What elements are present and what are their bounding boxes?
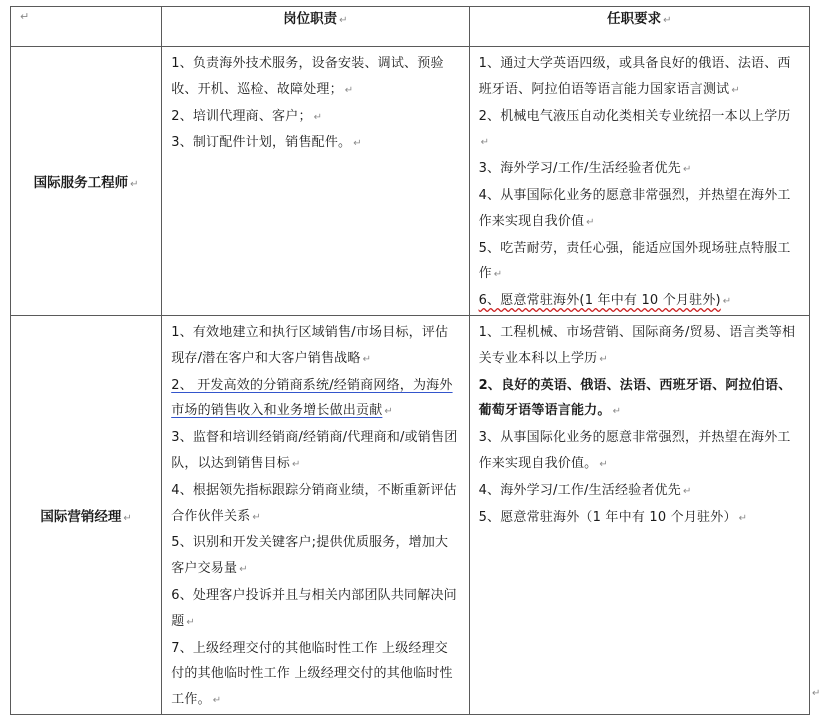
header-empty-cell[interactable] [11,7,162,47]
duty-cell[interactable] [162,315,469,714]
duty-cell[interactable] [162,47,469,316]
requirement-cell[interactable] [469,47,809,316]
duty-line: 2、 开发高效的分销商系统/经销商网络，为海外市场的销售收入和业务增长做出贡献 ↵ [171,377,453,419]
duty-line: 2、培训代理商、客户； ↵ [171,108,323,124]
requirement-cell[interactable] [469,315,809,714]
requirement-line: 3、海外学习/工作/生活经验者优先 ↵ [478,161,692,177]
job-requirements-table [10,6,810,715]
duty-line: 7、上级经理交付的其他临时性工作 上级经理交付的其他临时性工作 上级经理交付的其他临时性工作。 ↵ [171,640,453,708]
duty-line: 1、负责海外技术服务，设备安装、调试、预验收、开机、巡检、故障处理； ↵ [171,56,444,97]
requirement-line: 4、从事国际化业务的愿意非常强烈，并热望在海外工作来实现自我价值 ↵ [478,187,791,229]
requirement-line: 4、海外学习/工作/生活经验者优先 ↵ [478,482,692,498]
requirement-line: 2、机械电气液压自动化类相关专业统招一本以上学历↵ [478,108,791,149]
table-row [11,315,810,714]
role-cell[interactable]: 国际服务工程师 ↵ [11,47,162,316]
duty-line: 6、处理客户投诉并且与相关内部团队共同解决问题 ↵ [171,587,457,629]
requirement-line: 6、愿意常驻海外(1 年中有 10 个月驻外) ↵ [478,293,732,309]
duty-line: 3、监督和培训经销商/经销商/代理商和/或销售团队，以达到销售目标 ↵ [171,430,458,471]
duty-line: 3、制订配件计划，销售配件。 ↵ [171,135,362,151]
requirement-line: 1、工程机械、市场营销、国际商务/贸易、语言类等相关专业本科以上学历 ↵ [478,324,796,366]
requirement-line: 2、良好的英语、俄语、法语、西班牙语、阿拉伯语、葡萄牙语等语言能力。 ↵ [478,377,792,419]
duty-line: 4、根据领先指标跟踪分销商业绩，不断重新评估合作伙伴关系 ↵ [171,482,457,524]
corner-paragraph-mark: ↵ [20,10,30,23]
header-requirement[interactable]: 任职要求 ↵ [469,7,809,47]
table-header-row [11,7,810,47]
row-end-mark: ↵ [812,688,821,699]
role-cell[interactable]: 国际营销经理 ↵ [11,315,162,714]
requirement-line: 1、通过大学英语四级，或具备良好的俄语、法语、西班牙语、阿拉伯语等语言能力国家语言测试 ↵ [478,56,791,97]
duty-line: 5、识别和开发关键客户;提供优质服务，增加大客户交易量 ↵ [171,535,449,577]
header-duty[interactable]: 岗位职责 ↵ [162,7,469,47]
table-row [11,47,810,316]
duty-line: 1、有效地建立和执行区域销售/市场目标，评估现存/潜在客户和大客户销售战略 ↵ [171,324,449,366]
requirement-line: 3、从事国际化业务的愿意非常强烈，并热望在海外工作来实现自我价值。 ↵ [478,430,791,471]
requirement-line: 5、愿意常驻海外（1 年中有 10 个月驻外） ↵ [478,509,748,525]
requirement-line: 5、吃苦耐劳，责任心强，能适应国外现场驻点特服工作 ↵ [478,240,791,282]
